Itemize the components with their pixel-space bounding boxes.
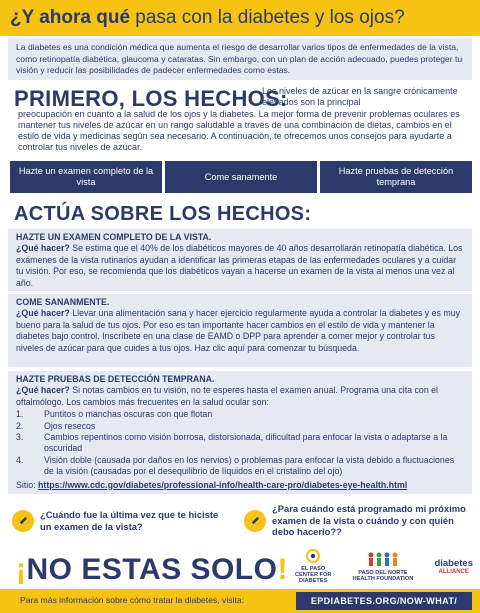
el-paso-center-logo: EL PASO CENTER FOR DIABETES xyxy=(295,549,331,585)
el-paso-center-mark xyxy=(302,549,324,563)
section-body: ¿Qué hacer? Se estima que el 40% de los diabéticos mayores de 40 años desarrollarán retinopatía diabética. Los exámenes de la vista rutinarios ayudan a identificar las primeras etapas de las enfermedades oculares y a cuidar tu visión. Por eso, se recomienda que los diabéticos vayan a hacerse un examen de la vista al menos una vez al año. xyxy=(16,243,463,288)
list-item: 4. Visión doble (causada por daños en los nervios) o problemas para enfocar la vista debido a fluctuaciones de la visión (causadas por el desequilibrio de líquidos en el cristalino del ojo) xyxy=(16,454,455,477)
section-body: ¿Qué hacer? Llevar una alimentación sana y hacer ejercicio regularmente ayuda a controlar la diabetes y es muy bueno para la salud de tus ojos. Por eso es tan importante hacer cambios en el estilo de vida y mantener la diabetes bajo control. Inscríbete en una clase de EAMD o DPP para aprender a comer mejor y controlar tus niveles de azúcar para que cuides a tus ojos. Haz clic aquí para comenzar tu búsqueda. xyxy=(16,308,460,353)
intro-paragraph: La diabetes es una condición médica que aumenta el riesgo de desarrollar varios tipos de enfermedades de la vista, como retinopatía diabética, glaucoma y cataratas. Sin embargo, con un plan de acción adecuado, puedes proteger tu visión y reducir las posibilidades de padecer enfermedades como estas. xyxy=(8,38,472,80)
section-eat-healthy xyxy=(8,294,472,367)
people-icon xyxy=(366,551,400,567)
pencil-icon xyxy=(12,510,34,532)
list-item: 1. Puntitos o manchas oscuras con que flotan xyxy=(16,409,213,420)
facts-body-text: preocupación en cuanto a la salud de los ojos y la diabetes. La mejor forma de prevenir problemas oculares es mantener tus niveles de azúcar en un rango saludable a través de una combinación de dietas, cambios en el estilo de vida y medicinas según sea necesario. A continuación, te ofrecemos unos consejos para ayudarte a controlar tus niveles de azúcar. xyxy=(18,109,460,152)
section-title: HAZTE UN EXAMEN COMPLETO DE LA VISTA. xyxy=(16,232,212,242)
section-body: ¿Qué hacer? Si notas cambios en tu visión, no te esperes hasta el examen anual. Programa una cita con el oftalmólogo. Los cambios más frecuentes en la salud ocular son: xyxy=(16,385,438,407)
symptom-list xyxy=(16,409,464,477)
source-line: Sitio: https://www.cdc.gov/diabetes/professional-info/health-care-pro/diabetes-eye-health.html xyxy=(16,479,408,490)
section-title: HAZTE PRUEBAS DE DETECCIÓN TEMPRANA. xyxy=(16,374,215,384)
section-title: COME SANANMENTE. xyxy=(16,297,110,307)
section-eye-exam xyxy=(8,229,472,291)
question-next-exam: ¿Para cuándo está programado mi próximo examen de la vista o cuándo y con quién debo hacerlo?? xyxy=(244,500,472,541)
act-heading: ACTÚA SOBRE LOS HECHOS: xyxy=(14,203,312,225)
tips-row xyxy=(10,161,472,193)
footer-bar xyxy=(0,589,480,613)
section-early-screening xyxy=(8,371,472,494)
diabetes-alliance-logo: diabetes ALLIANCE xyxy=(434,557,473,575)
title-banner xyxy=(0,0,480,36)
list-item: 3. Cambios repentinos como visión borrosa, distorsionada, dificultad para enfocar la vista o adaptarse a la oscuridad xyxy=(16,432,448,454)
tip-eye-exam: Hazte un examen completo de la vista xyxy=(10,161,162,193)
pencil-icon xyxy=(244,510,266,532)
question-last-exam: ¿Cuándo fue la última vez que te hiciste un examen de la vista? xyxy=(12,500,232,541)
partner-logos xyxy=(295,546,473,588)
page-title: ¿Y ahora qué pasa con la diabetes y los ojos? xyxy=(10,7,405,28)
footer-text: Para más información sobre cómo tratar la diabetes, visita: xyxy=(20,595,245,605)
cdc-link[interactable]: https://www.cdc.gov/diabetes/professional-info/health-care-pro/diabetes-eye-health.html xyxy=(38,479,408,490)
tip-eat-healthy: Come sanamente xyxy=(165,161,317,193)
paso-del-norte-logo: PASO DEL NORTE HEALTH FOUNDATION xyxy=(353,551,414,582)
tip-early-screening: Hazte pruebas de detección temprana xyxy=(320,161,472,193)
list-item: 2. Ojos resecos xyxy=(16,420,96,431)
footer-url-link[interactable]: EPDIABETES.ORG/NOW-WHAT/ xyxy=(296,592,472,610)
not-alone-heading: ¡NO ESTAS SOLO! xyxy=(16,553,288,586)
facts-lead-text: Los niveles de azúcar en la sangre crónicamente elevados son la principal xyxy=(262,86,458,107)
facts-heading: PRIMERO, LOS HECHOS: xyxy=(14,86,288,111)
